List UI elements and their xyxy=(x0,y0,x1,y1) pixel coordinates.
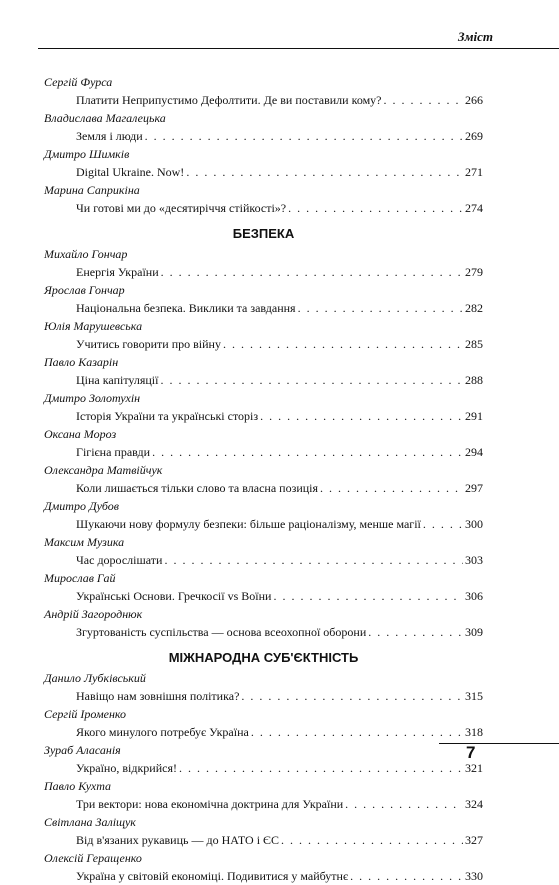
entry-title: Від в'язаних рукавиць — до НАТО і ЄС xyxy=(76,833,279,847)
entry-author: Максим Музика xyxy=(44,535,125,549)
toc-entry xyxy=(44,163,483,181)
dot-leader xyxy=(145,127,463,145)
entry-author: Сергій Фурса xyxy=(44,75,113,89)
entry-page-number: 294 xyxy=(465,445,483,459)
entry-title: Якого минулого потребує Україна xyxy=(76,725,249,739)
toc-entry xyxy=(44,127,483,145)
toc-entry xyxy=(44,831,483,849)
toc-entry xyxy=(44,371,483,389)
toc-entry xyxy=(44,515,483,533)
entry-author: Мирослав Гай xyxy=(44,571,116,585)
toc-entry xyxy=(44,687,483,705)
toc-entry xyxy=(44,335,483,353)
entry-title: Платити Неприпустимо Дефолтити. Де ви поставили кому? xyxy=(76,93,382,107)
entry-page-number: 274 xyxy=(465,201,483,215)
dot-leader xyxy=(281,831,463,849)
entry-author: Павло Кухта xyxy=(44,779,112,793)
running-header-title: Зміст xyxy=(457,29,493,44)
entry-author: Олексій Геращенко xyxy=(44,851,142,865)
dot-leader xyxy=(186,163,463,181)
dot-leader xyxy=(368,623,463,641)
footer-divider xyxy=(439,743,559,744)
entry-page-number: 285 xyxy=(465,337,483,351)
toc-entry xyxy=(44,867,483,885)
entry-page-number: 266 xyxy=(465,93,483,107)
dot-leader xyxy=(350,867,463,885)
dot-leader xyxy=(260,407,463,425)
entry-page-number: 324 xyxy=(465,797,483,811)
toc-entry xyxy=(44,723,483,741)
entry-page-number: 330 xyxy=(465,869,483,883)
entry-author: Павло Казарін xyxy=(44,355,119,369)
entry-title: Чи готові ми до «десятиріччя стійкості»? xyxy=(76,201,287,215)
entry-title: Учитись говорити про війну xyxy=(76,337,221,351)
entry-title: Згуртованість суспільства — основа всеохопної оборони xyxy=(76,625,367,639)
entry-title: Digital Ukraine. Now! xyxy=(76,165,185,179)
entry-title: Українські Основи. Гречкосії vs Воїни xyxy=(76,589,272,603)
entry-title: Коли лишається тільки слово та власна позиція xyxy=(76,481,319,495)
page-number: 7 xyxy=(466,743,476,762)
toc-entry xyxy=(44,407,483,425)
entry-title: Україна у світовій економіці. Подивитися у майбутнє xyxy=(76,869,349,883)
entry-title: Енергія України xyxy=(76,265,159,279)
dot-leader xyxy=(273,587,463,605)
entry-title: Три вектори: нова економічна доктрина для України xyxy=(76,797,344,811)
entry-author: Світлана Заліщук xyxy=(44,815,136,829)
entry-title: Україно, відкрийся! xyxy=(76,761,177,775)
toc-entry xyxy=(44,91,483,109)
entry-title: Земля і люди xyxy=(76,129,143,143)
entry-title: Час дорослішати xyxy=(76,553,163,567)
toc-entry xyxy=(44,263,483,281)
entry-page-number: 279 xyxy=(465,265,483,279)
toc-entry xyxy=(44,443,483,461)
entry-page-number: 318 xyxy=(465,725,483,739)
toc-entry xyxy=(44,299,483,317)
header-divider xyxy=(38,48,559,49)
toc-entry xyxy=(44,551,483,569)
entry-author: Андрій Загороднюк xyxy=(44,607,143,621)
dot-leader xyxy=(251,723,463,741)
entry-author: Зураб Аласанія xyxy=(44,743,121,757)
entry-page-number: 306 xyxy=(465,589,483,603)
entry-title: Національна безпека. Виклики та завдання xyxy=(76,301,296,315)
entry-page-number: 271 xyxy=(465,165,483,179)
entry-page-number: 288 xyxy=(465,373,483,387)
dot-leader xyxy=(179,759,463,777)
table-of-contents xyxy=(44,73,483,885)
dot-leader xyxy=(288,199,463,217)
dot-leader xyxy=(345,795,463,813)
entry-page-number: 300 xyxy=(465,517,483,531)
dot-leader xyxy=(241,687,463,705)
dot-leader xyxy=(320,479,463,497)
entry-author: Дмитро Золотухін xyxy=(44,391,141,405)
dot-leader xyxy=(161,263,463,281)
entry-title: Гігієна правди xyxy=(76,445,151,459)
entry-author: Дмитро Шимків xyxy=(44,147,130,161)
dot-leader xyxy=(423,515,463,533)
entry-page-number: 303 xyxy=(465,553,483,567)
dot-leader xyxy=(160,371,463,389)
section-heading: БЕЗПЕКА xyxy=(232,226,295,241)
toc-entry xyxy=(44,587,483,605)
dot-leader xyxy=(152,443,463,461)
entry-author: Данило Лубківський xyxy=(44,671,146,685)
entry-page-number: 321 xyxy=(465,761,483,775)
dot-leader xyxy=(298,299,463,317)
dot-leader xyxy=(223,335,463,353)
entry-title: Історія України та українські сторіз xyxy=(76,409,259,423)
entry-page-number: 315 xyxy=(465,689,483,703)
entry-author: Юлія Марушевська xyxy=(44,319,143,333)
section-heading: МІЖНАРОДНА СУБ'ЄКТНІСТЬ xyxy=(168,650,359,665)
entry-page-number: 282 xyxy=(465,301,483,315)
entry-page-number: 269 xyxy=(465,129,483,143)
entry-author: Сергій Іроменко xyxy=(44,707,127,721)
entry-title: Ціна капітуляції xyxy=(76,373,159,387)
entry-author: Марина Саприкіна xyxy=(44,183,140,197)
entry-author: Дмитро Дубов xyxy=(44,499,120,513)
entry-page-number: 309 xyxy=(465,625,483,639)
dot-leader xyxy=(164,551,463,569)
entry-author: Ярослав Гончар xyxy=(44,283,125,297)
toc-entry xyxy=(44,759,483,777)
entry-title: Шукаючи нову формулу безпеки: більше раціоналізму, менше магії xyxy=(76,517,421,531)
entry-page-number: 327 xyxy=(465,833,483,847)
entry-author: Владислава Магалецька xyxy=(44,111,166,125)
entry-page-number: 291 xyxy=(465,409,483,423)
entry-author: Оксана Мороз xyxy=(44,427,117,441)
entry-title: Навіщо нам зовнішня політика? xyxy=(76,689,240,703)
toc-entry xyxy=(44,479,483,497)
entry-author: Михайло Гончар xyxy=(44,247,128,261)
toc-entry xyxy=(44,199,483,217)
entry-page-number: 297 xyxy=(465,481,483,495)
toc-entry xyxy=(44,795,483,813)
entry-author: Олександра Матвійчук xyxy=(44,463,163,477)
dot-leader xyxy=(384,91,463,109)
toc-entry xyxy=(44,623,483,641)
